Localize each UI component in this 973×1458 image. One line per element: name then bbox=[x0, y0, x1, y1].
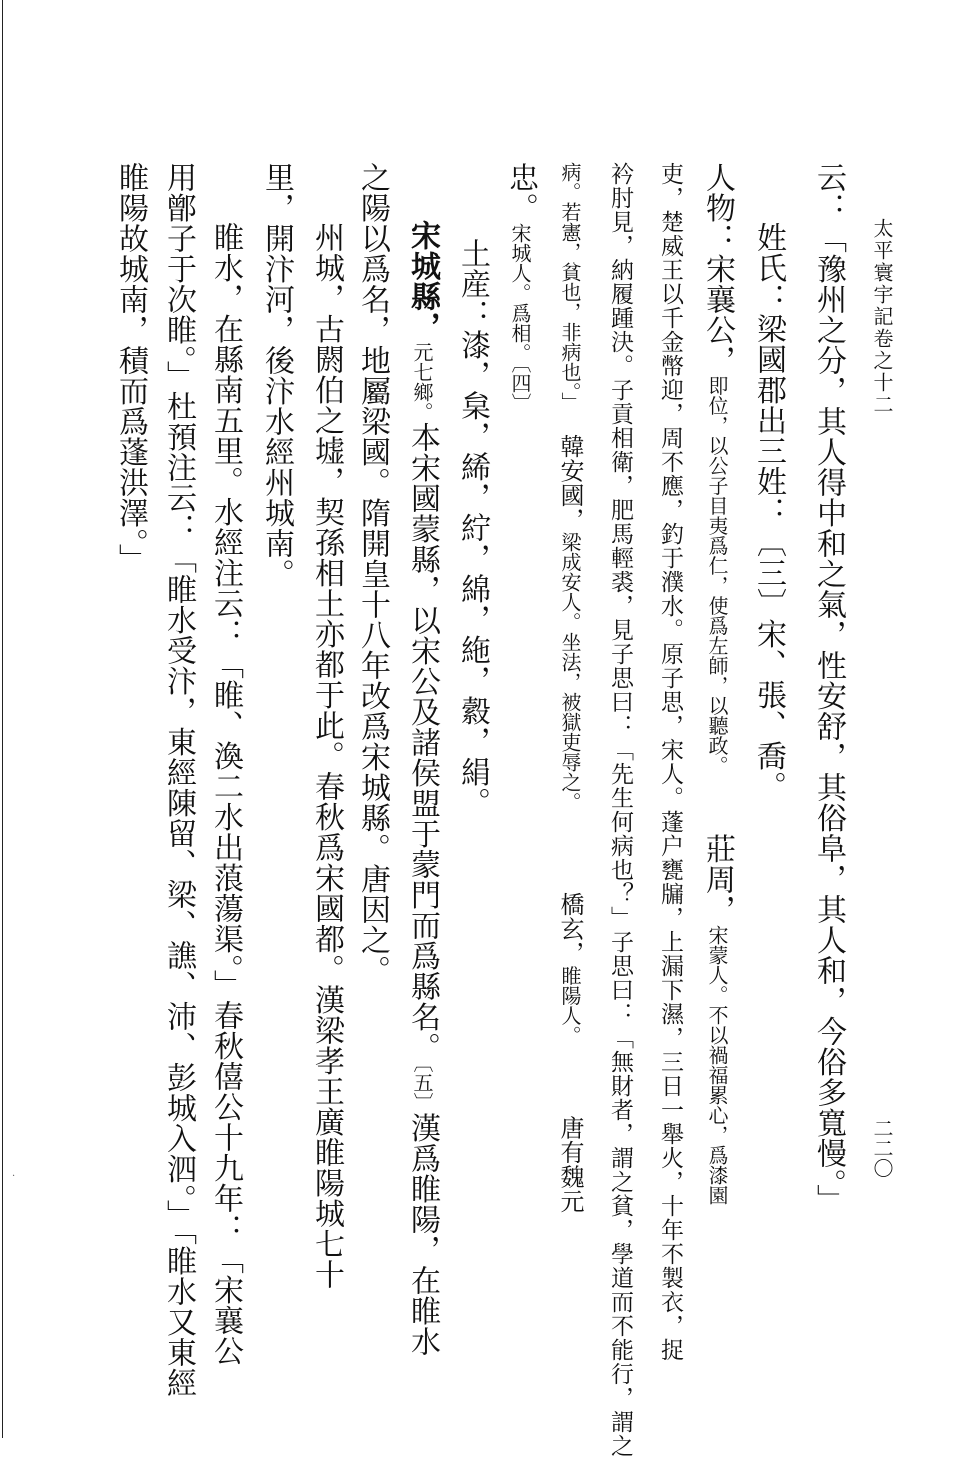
column-text: 漢爲睢陽，在睢水 bbox=[405, 1112, 440, 1357]
column-heading: 忠。 bbox=[503, 162, 538, 223]
text-column bbox=[306, 222, 346, 1290]
column-heading: 人物：宋襄公， bbox=[700, 162, 735, 376]
page-edge-line bbox=[2, 0, 3, 1438]
annotation-note: 即位，以公子目夷爲仁，使爲左師，以聽政。 bbox=[705, 375, 729, 776]
annotation-note: 宋蒙人。不以禍福累心，爲漆園 bbox=[705, 925, 729, 1205]
text-column bbox=[158, 162, 198, 1398]
text-column bbox=[697, 162, 737, 1205]
county-heading: 宋城縣， bbox=[405, 220, 440, 342]
column-text: 用鄫子于次睢。」杜預注云：「睢水受汴，東經陳留、梁、譙、沛、彭城入泗。」「睢水又東經 bbox=[161, 162, 196, 1398]
column-text: 土産：漆，枲，絺，紵，綿，絁，縠，絹。 bbox=[455, 238, 490, 818]
annotation-note: 宋城人。爲相。〔四〕 bbox=[508, 223, 532, 413]
column-text: 姓氏：梁國郡出三姓：〔三〕宋、張、喬。 bbox=[751, 222, 786, 802]
text-column bbox=[808, 162, 848, 1215]
text-column bbox=[452, 238, 492, 818]
text-column bbox=[205, 222, 245, 1366]
text-column bbox=[352, 162, 392, 986]
annotation-note: 梁成安人。坐法，被獄吏辱之。 bbox=[558, 532, 582, 812]
text-column bbox=[500, 162, 540, 413]
annotation-note: 〔五〕 bbox=[410, 1062, 434, 1113]
text-column bbox=[650, 162, 690, 1362]
person-name: 韓安國， bbox=[556, 434, 584, 532]
text-column bbox=[110, 162, 150, 574]
text-column bbox=[748, 222, 788, 802]
person-name: 橋玄， bbox=[556, 892, 584, 966]
annotation-note: 病。若憲，貧也，非病也。」 bbox=[558, 162, 582, 412]
column-text: 之陽以爲名，地屬梁國。隋開皇十八年改爲宋城縣。唐因之。 bbox=[355, 162, 390, 986]
column-text: 本宋國蒙縣，以宋公及諸侯盟于蒙門而爲縣名。 bbox=[405, 422, 440, 1063]
text-column bbox=[256, 162, 296, 589]
column-text: 衿肘見，納履踵決。子貢相衛，肥馬輕裘，見子思曰：「先生何病也？」子思曰：「無財者，謂之貧，學道而不能行，謂之 bbox=[607, 162, 633, 1458]
annotation-note: 睢陽人。 bbox=[558, 965, 582, 1046]
person-name: 唐有魏元 bbox=[556, 1115, 584, 1214]
column-text: 睢水，在縣南五里。水經注云：「睢、渙二水出蒗蕩渠。」春秋僖公十九年：「宋襄公 bbox=[208, 222, 243, 1366]
column-text: 云：「豫州之分，其人得中和之氣，性安舒，其俗阜，其人和，今俗多寬慢。」 bbox=[811, 162, 846, 1215]
column-text: 吏，楚威王以千金幣迎，周不應，釣于濮水。原子思，宋人。蓬户甕牖，上漏下濕，三日一舉火，十年不製衣，捉 bbox=[657, 162, 683, 1362]
column-text: 州城，古閼伯之墟，契孫相土亦都于此。春秋爲宋國都。漢梁孝王廣睢陽城七十 bbox=[309, 222, 344, 1290]
corner-mark: · bbox=[12, 1171, 16, 1182]
text-column bbox=[402, 220, 442, 1357]
annotation-note: 元七鄉。 bbox=[410, 342, 434, 422]
column-text: 睢陽故城南，積而爲蓬洪澤。」 bbox=[113, 162, 148, 574]
text-column bbox=[600, 162, 640, 1458]
page-number: 二二〇 bbox=[870, 1118, 894, 1178]
person-name: 莊周， bbox=[700, 833, 735, 925]
running-header-title: 太平寰宇記卷之十二 bbox=[870, 218, 894, 416]
column-text: 里，開汴河，後汴水經州城南。 bbox=[259, 162, 294, 589]
text-column bbox=[550, 162, 590, 1214]
